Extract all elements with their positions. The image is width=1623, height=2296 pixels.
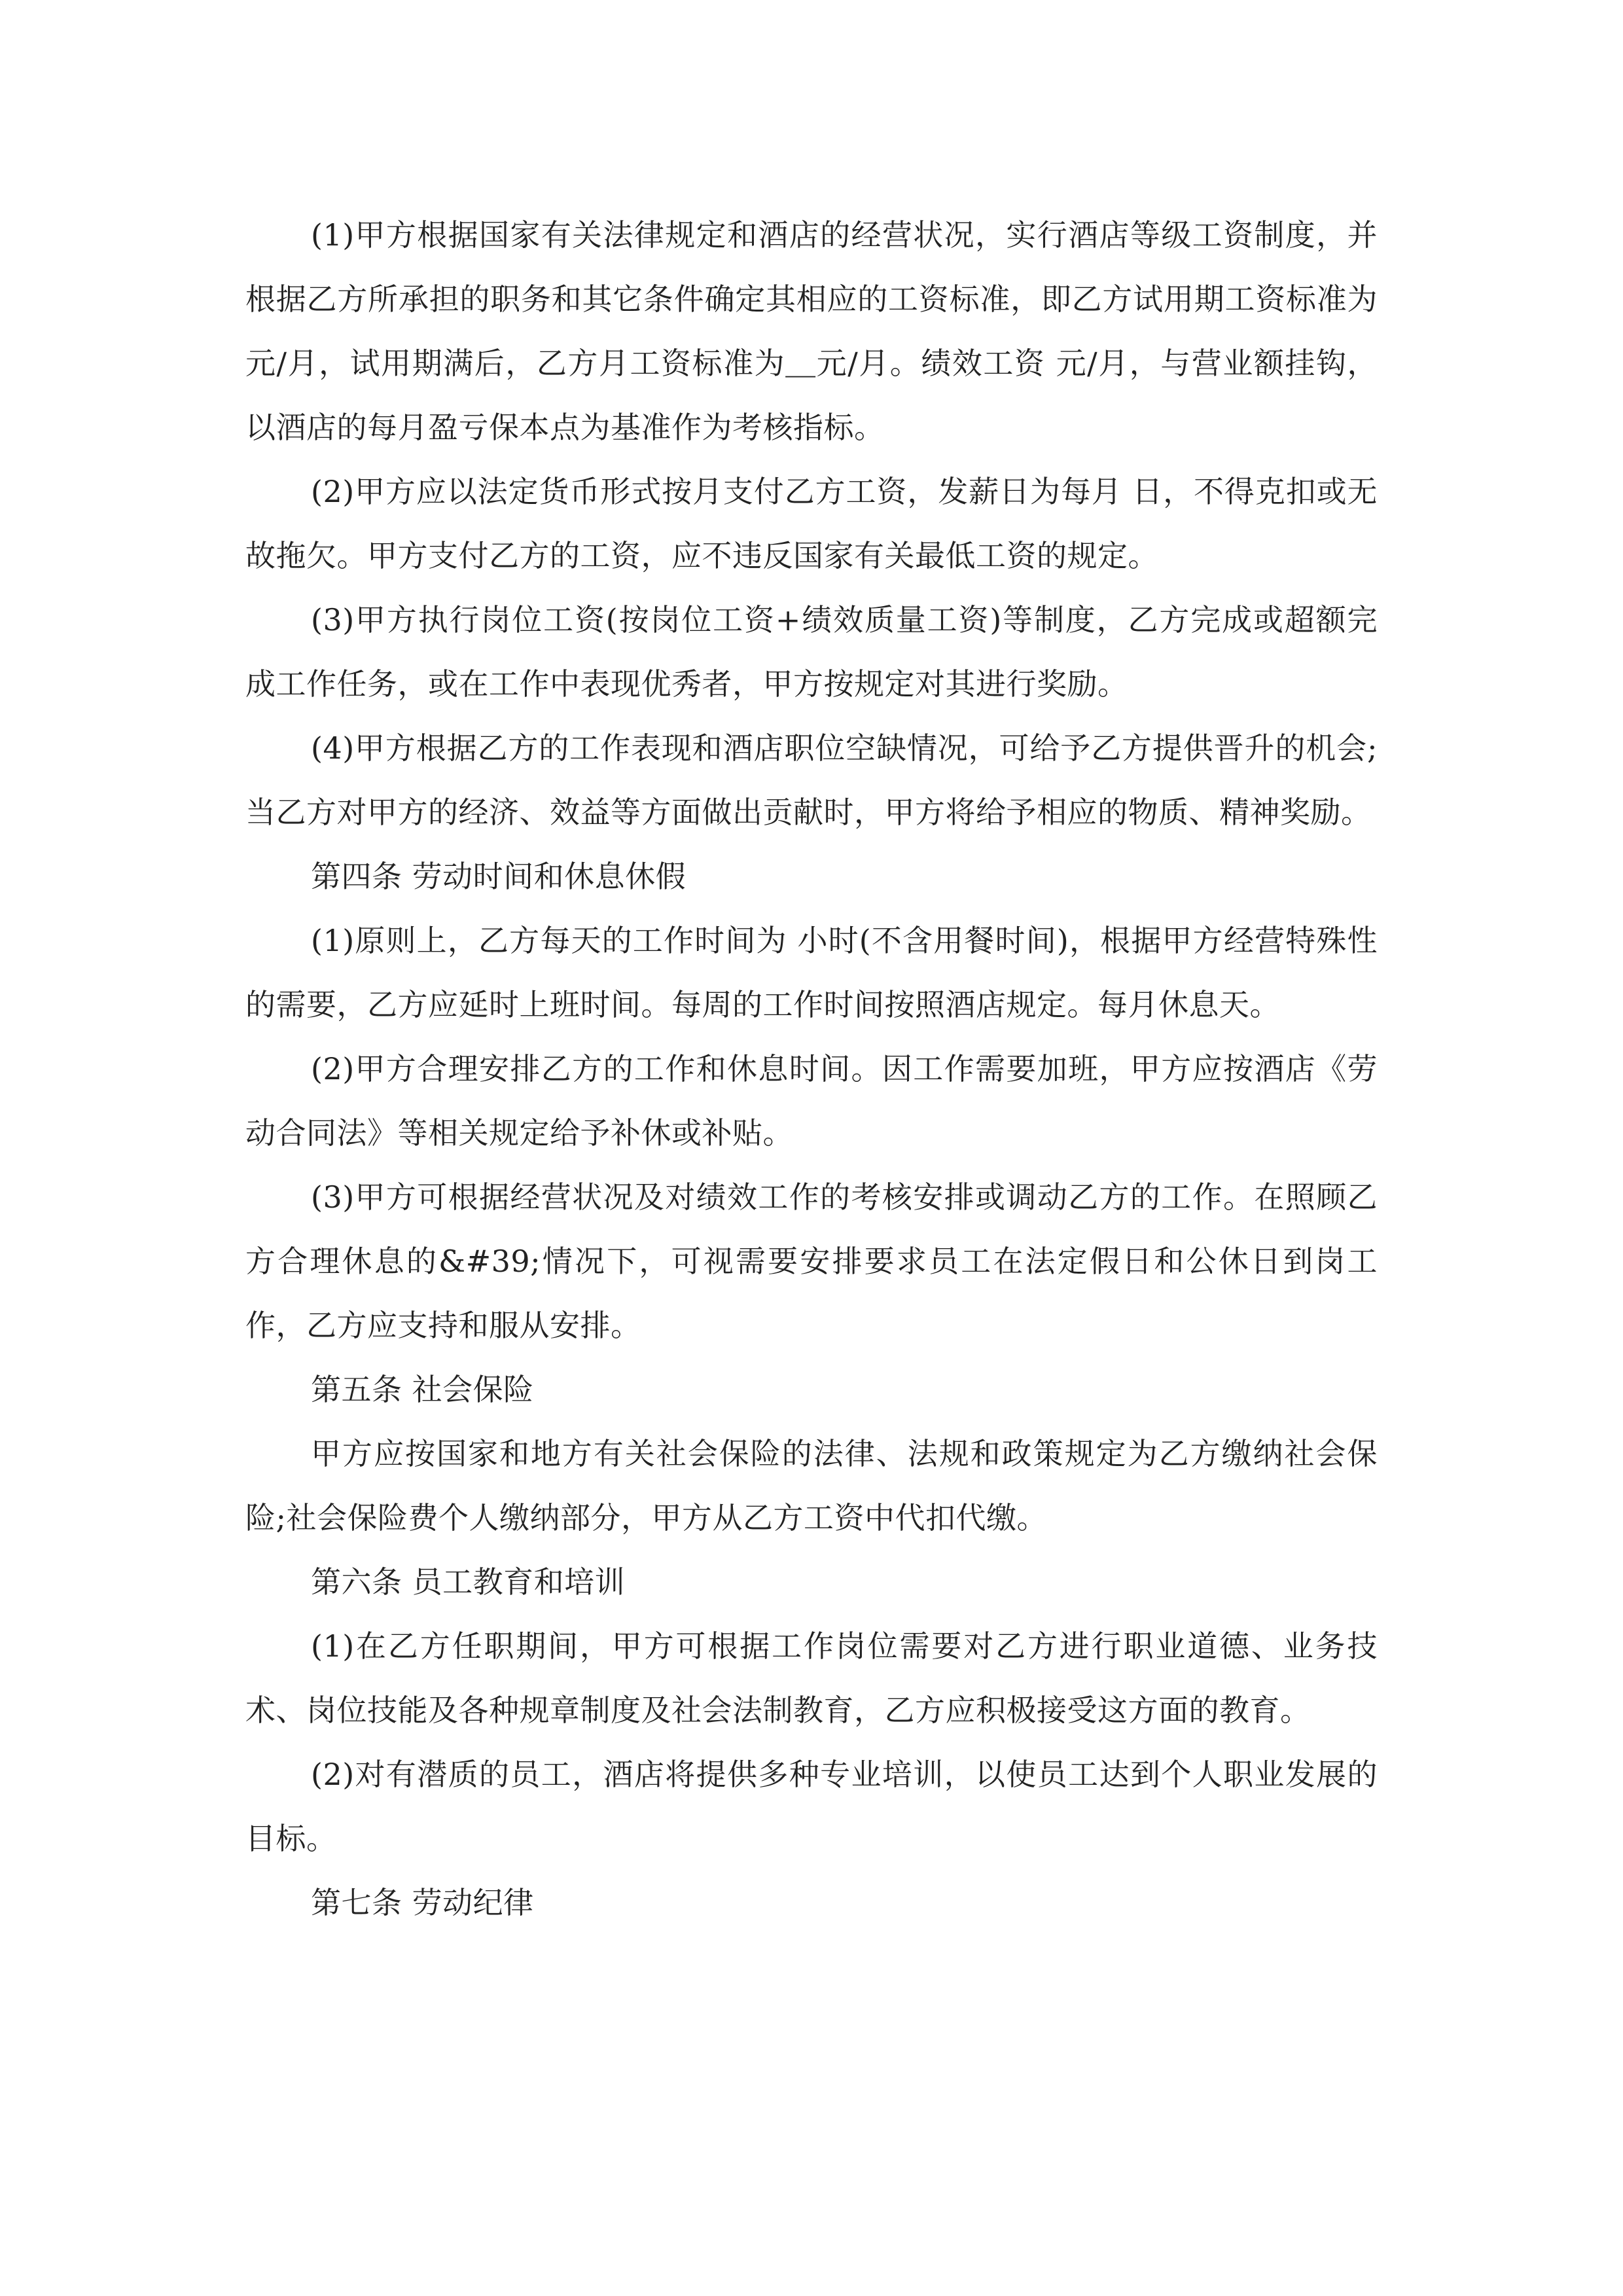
paragraph-promotion: (4)甲方根据乙方的工作表现和酒店职位空缺情况，可给予乙方提供晋升的机会;当乙方对甲方的经济、效益等方面做出贡献时，甲方将给予相应的物质、精神奖励。 — [245, 730, 1378, 830]
article-4-heading: 第四条 劳动时间和休息休假 — [311, 859, 687, 894]
paragraph-wage-payment: (2)甲方应以法定货币形式按月支付乙方工资，发薪日为每月 日，不得克扣或无故拖欠。甲方支付乙方的工资，应不违反国家有关最低工资的规定。 — [245, 474, 1378, 573]
article-7-heading: 第七条 劳动纪律 — [311, 1885, 534, 1920]
paragraph-working-hours: (1)原则上，乙方每天的工作时间为 小时(不含用餐时间)，根据甲方经营特殊性的需要，乙方应延时上班时间。每周的工作时间按照酒店规定。每月休息天。 — [245, 923, 1378, 1022]
paragraph-overtime: (2)甲方合理安排乙方的工作和休息时间。因工作需要加班，甲方应按酒店《劳动合同法》等相关规定给予补休或补贴。 — [245, 1051, 1378, 1151]
paragraph-education: (1)在乙方任职期间，甲方可根据工作岗位需要对乙方进行职业道德、业务技术、岗位技能及各种规章制度及社会法制教育，乙方应积极接受这方面的教育。 — [245, 1628, 1378, 1728]
paragraph-social-insurance: 甲方应按国家和地方有关社会保险的法律、法规和政策规定为乙方缴纳社会保险;社会保险费个人缴纳部分，甲方从乙方工资中代扣代缴。 — [245, 1436, 1378, 1535]
document-body — [245, 203, 1378, 1935]
paragraph-holiday-work: (3)甲方可根据经营状况及对绩效工作的考核安排或调动乙方的工作。在照顾乙方合理休息的&#39;情况下，可视需要安排要求员工在法定假日和公休日到岗工作，乙方应支持和服从安排。 — [245, 1179, 1378, 1343]
paragraph-wage-standard: (1)甲方根据国家有关法律规定和酒店的经营状况，实行酒店等级工资制度，并根据乙方所承担的职务和其它条件确定其相应的工资标准，即乙方试用期工资标准为 元/月，试用期满后，乙方月工资标准为＿元/月。绩效工资 元/月，与营业额挂钩，以酒店的每月盈亏保本点为基准作为考核指标。 — [245, 217, 1378, 445]
paragraph-training: (2)对有潜质的员工，酒店将提供多种专业培训，以使员工达到个人职业发展的目标。 — [245, 1757, 1378, 1856]
paragraph-position-wage: (3)甲方执行岗位工资(按岗位工资+绩效质量工资)等制度，乙方完成或超额完成工作任务，或在工作中表现优秀者，甲方按规定对其进行奖励。 — [245, 602, 1378, 702]
article-5-heading: 第五条 社会保险 — [311, 1372, 534, 1407]
article-6-heading: 第六条 员工教育和培训 — [311, 1564, 626, 1600]
